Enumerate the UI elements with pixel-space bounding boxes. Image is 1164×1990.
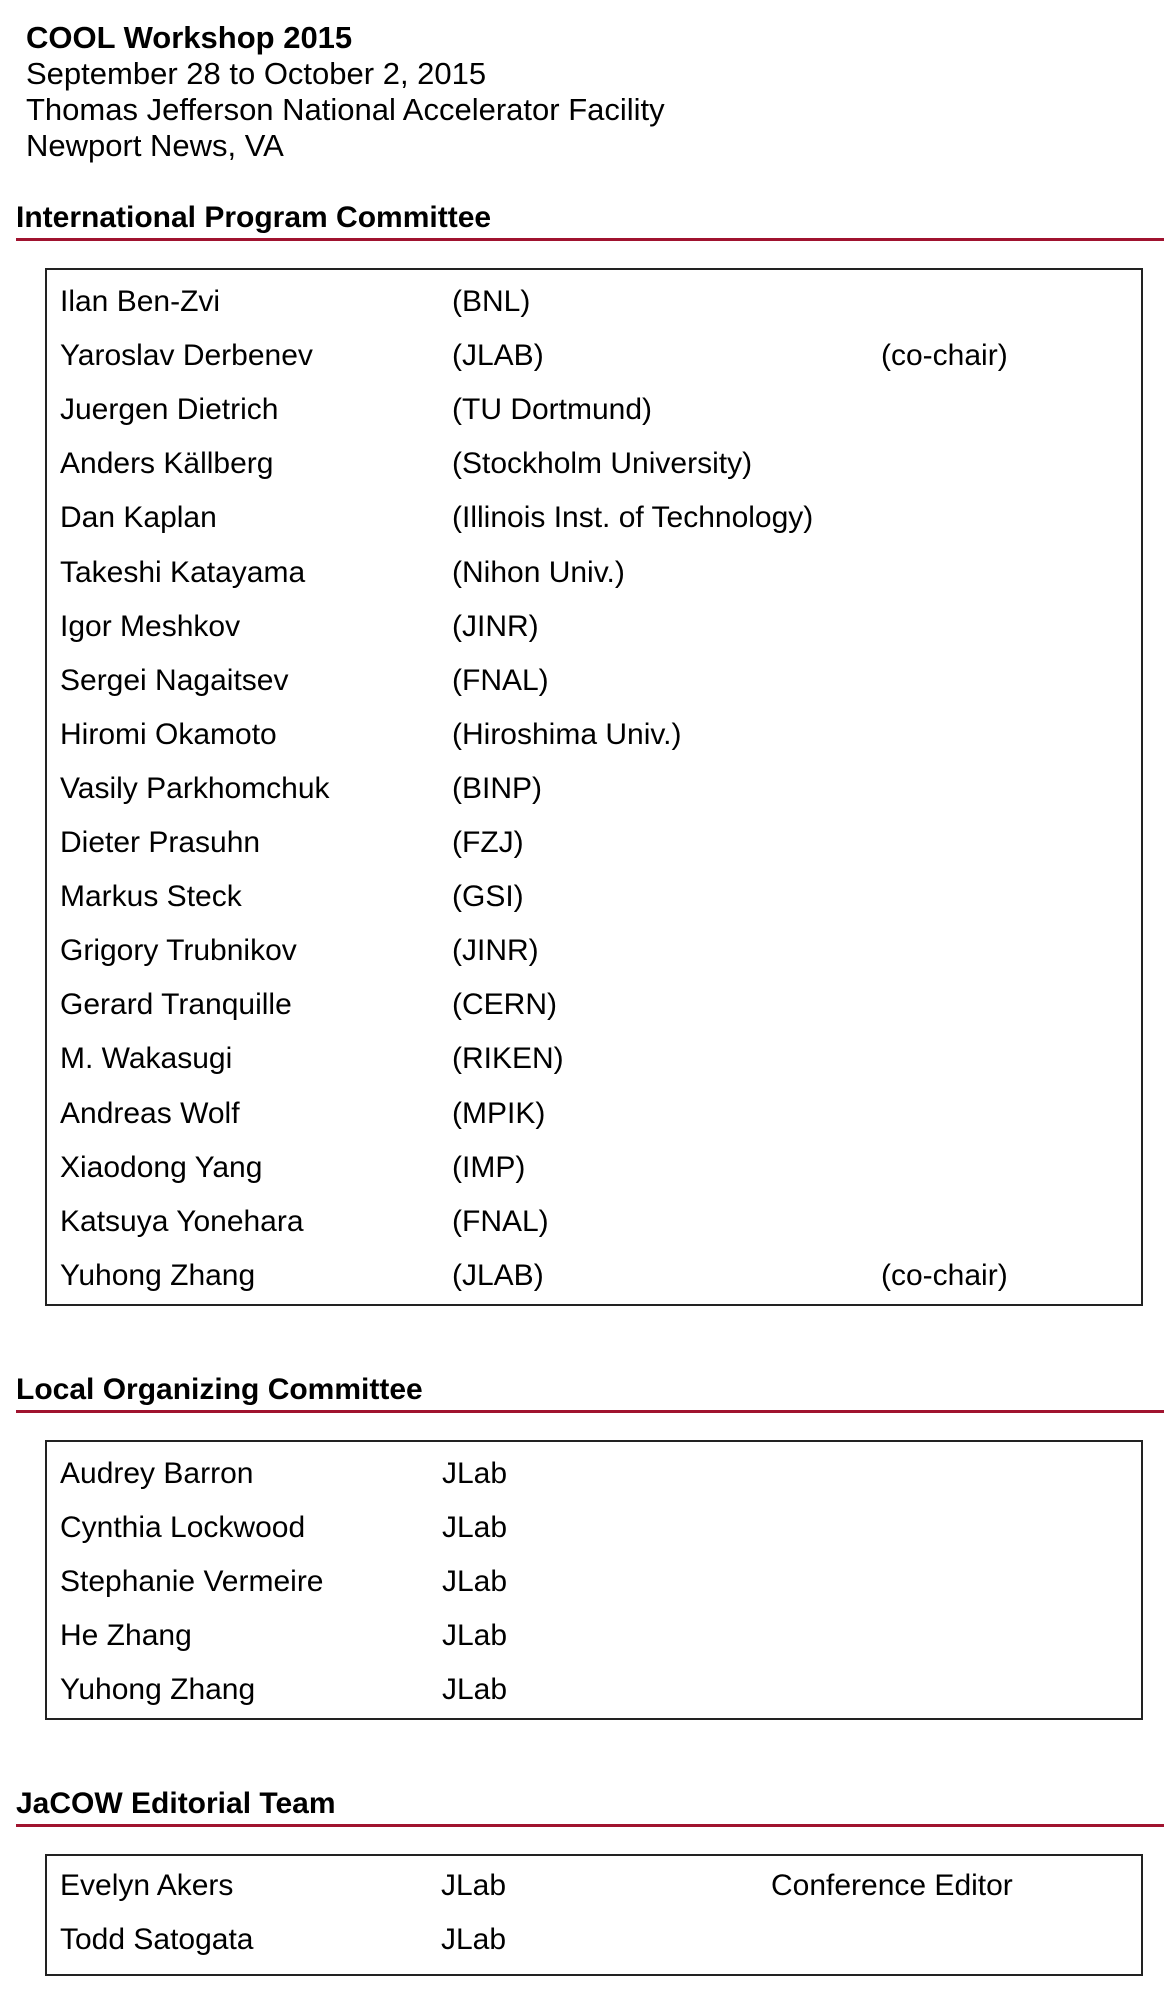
member-affiliation: (BINP) bbox=[452, 771, 542, 805]
member-name: Xiaodong Yang bbox=[60, 1150, 263, 1184]
member-name: He Zhang bbox=[60, 1619, 192, 1653]
member-name: Gerard Tranquille bbox=[60, 988, 292, 1022]
member-affiliation: (RIKEN) bbox=[452, 1042, 564, 1076]
workshop-venue: Thomas Jefferson National Accelerator Facility bbox=[26, 92, 665, 127]
member-affiliation: (JLAB) bbox=[452, 1258, 544, 1292]
member-name: Todd Satogata bbox=[60, 1923, 254, 1957]
member-name: Katsuya Yonehara bbox=[60, 1204, 304, 1238]
member-name: Hiromi Okamoto bbox=[60, 717, 277, 751]
member-name: Igor Meshkov bbox=[60, 609, 241, 643]
member-name: Cynthia Lockwood bbox=[60, 1511, 306, 1545]
member-name: Markus Steck bbox=[60, 880, 242, 914]
member-affiliation: (GSI) bbox=[452, 880, 524, 914]
international-program-committee-member-table bbox=[45, 268, 1143, 1306]
member-name: Dan Kaplan bbox=[60, 501, 217, 535]
workshop-location: Newport News, VA bbox=[26, 128, 284, 163]
member-affiliation: (JLAB) bbox=[452, 339, 544, 373]
member-name: Yuhong Zhang bbox=[60, 1258, 256, 1292]
member-affiliation: (Stockholm University) bbox=[452, 447, 753, 481]
member-name: Juergen Dietrich bbox=[60, 393, 279, 427]
member-affiliation: JLab bbox=[441, 1923, 507, 1957]
member-name: Ilan Ben-Zvi bbox=[60, 285, 221, 318]
member-affiliation: (CERN) bbox=[452, 988, 557, 1022]
member-affiliation: (Illinois Inst. of Technology) bbox=[452, 501, 814, 535]
jacow-editorial-team-member-table bbox=[45, 1854, 1143, 1976]
local-organizing-committee-divider bbox=[16, 1410, 1164, 1413]
member-role: (co-chair) bbox=[881, 1258, 1008, 1292]
member-name: Andreas Wolf bbox=[60, 1096, 240, 1130]
member-affiliation: (IMP) bbox=[452, 1150, 526, 1184]
member-affiliation: (BNL) bbox=[452, 285, 531, 318]
member-name: Yuhong Zhang bbox=[60, 1673, 256, 1707]
member-affiliation: (JINR) bbox=[452, 934, 539, 968]
member-name: M. Wakasugi bbox=[60, 1042, 233, 1076]
member-affiliation: (Hiroshima Univ.) bbox=[452, 717, 682, 751]
international-program-committee-divider bbox=[16, 238, 1164, 241]
local-organizing-committee-member-table bbox=[45, 1440, 1143, 1720]
jacow-editorial-team-divider bbox=[16, 1824, 1164, 1827]
member-affiliation: (FNAL) bbox=[452, 663, 549, 697]
member-affiliation: JLab bbox=[441, 1869, 507, 1902]
member-affiliation: (Nihon Univ.) bbox=[452, 555, 625, 589]
member-affiliation: (JINR) bbox=[452, 609, 539, 643]
member-role: (co-chair) bbox=[881, 339, 1008, 373]
member-affiliation: (MPIK) bbox=[452, 1096, 546, 1130]
international-program-committee-heading: International Program Committee bbox=[16, 201, 492, 234]
workshop-title: COOL Workshop 2015 bbox=[26, 20, 353, 55]
member-affiliation: JLab bbox=[442, 1673, 508, 1707]
member-affiliation: (TU Dortmund) bbox=[452, 393, 653, 427]
member-name: Anders Källberg bbox=[60, 447, 274, 481]
member-affiliation: JLab bbox=[442, 1457, 508, 1490]
member-name: Dieter Prasuhn bbox=[60, 826, 261, 859]
document-header bbox=[26, 20, 665, 164]
member-name: Evelyn Akers bbox=[60, 1869, 234, 1902]
member-affiliation: JLab bbox=[442, 1565, 508, 1599]
member-name: Yaroslav Derbenev bbox=[60, 339, 313, 373]
member-name: Takeshi Katayama bbox=[60, 555, 306, 589]
member-affiliation: (FNAL) bbox=[452, 1204, 549, 1238]
member-name: Grigory Trubnikov bbox=[60, 934, 297, 968]
local-organizing-committee-heading: Local Organizing Committee bbox=[16, 1373, 423, 1406]
member-affiliation: JLab bbox=[442, 1619, 508, 1653]
workshop-dates: September 28 to October 2, 2015 bbox=[26, 56, 487, 91]
member-name: Audrey Barron bbox=[60, 1457, 254, 1490]
member-name: Stephanie Vermeire bbox=[60, 1565, 324, 1599]
member-affiliation: JLab bbox=[442, 1511, 508, 1545]
member-name: Sergei Nagaitsev bbox=[60, 663, 289, 697]
member-role: Conference Editor bbox=[771, 1869, 1013, 1902]
member-affiliation: (FZJ) bbox=[452, 826, 524, 859]
member-name: Vasily Parkhomchuk bbox=[60, 771, 330, 805]
jacow-editorial-team-heading: JaCOW Editorial Team bbox=[16, 1787, 336, 1820]
